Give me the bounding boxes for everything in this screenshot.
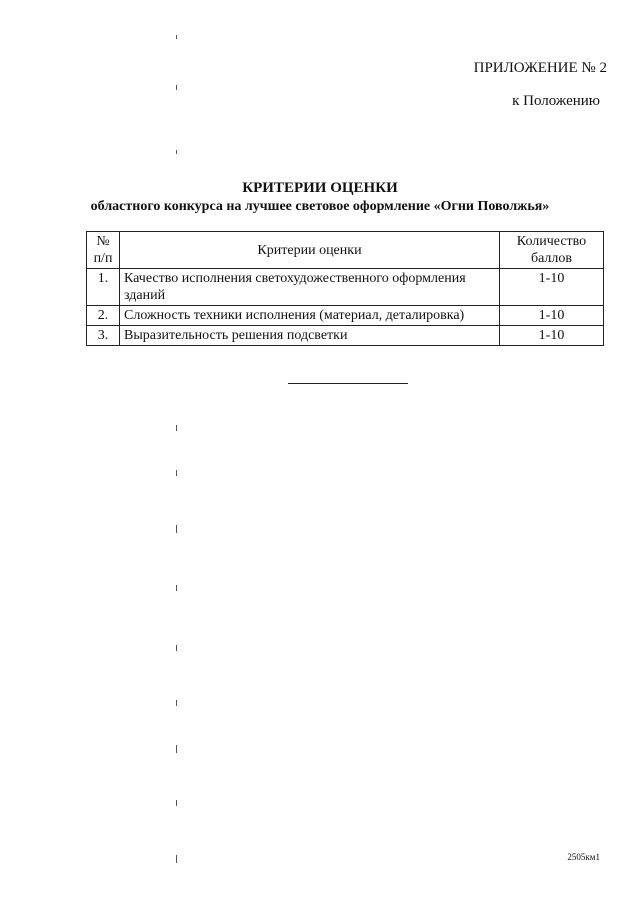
separator-line	[288, 383, 408, 384]
document-code: 2505км1	[567, 852, 600, 862]
row-score: 1-10	[500, 306, 604, 326]
header-number-line2: п/п	[93, 251, 113, 266]
header-number-line1: №	[96, 234, 110, 249]
criteria-table	[86, 231, 604, 346]
scan-speck	[176, 85, 177, 90]
scan-speck	[176, 525, 177, 533]
scan-speck	[176, 150, 177, 154]
scan-speck	[176, 700, 177, 706]
table-row	[87, 269, 604, 306]
header-score	[500, 232, 604, 269]
row-criterion: Сложность техники исполнения (материал, деталировка)	[120, 306, 500, 326]
row-criterion: Качество исполнения светохудожественного оформления зданий	[120, 269, 500, 306]
scan-speck	[176, 470, 177, 476]
row-number: 2.	[87, 306, 120, 326]
row-score: 1-10	[500, 326, 604, 346]
scan-speck	[176, 745, 177, 753]
document-subtitle: областного конкурса на лучшее световое оформление «Огни Поволжья»	[90, 199, 550, 214]
row-score: 1-10	[500, 269, 604, 306]
header-score-line1: Количество	[516, 234, 587, 249]
scan-speck	[176, 35, 177, 39]
row-criterion: Выразительность решения подсветки	[120, 326, 500, 346]
header-score-line2: баллов	[530, 251, 573, 266]
row-number: 3.	[87, 326, 120, 346]
table-row	[87, 306, 604, 326]
appendix-label: ПРИЛОЖЕНИЕ № 2	[473, 60, 607, 76]
scan-speck	[176, 855, 177, 863]
row-number: 1.	[87, 269, 120, 306]
scan-speck	[176, 800, 177, 806]
header-criteria: Критерии оценки	[120, 232, 500, 269]
scan-speck	[176, 585, 177, 591]
scan-speck	[176, 425, 177, 431]
table-row	[87, 326, 604, 346]
header-number	[87, 232, 120, 269]
scan-speck	[176, 645, 177, 651]
regulation-reference: к Положению	[512, 93, 600, 109]
table-header-row	[87, 232, 604, 269]
document-title: КРИТЕРИИ ОЦЕНКИ	[242, 180, 398, 196]
